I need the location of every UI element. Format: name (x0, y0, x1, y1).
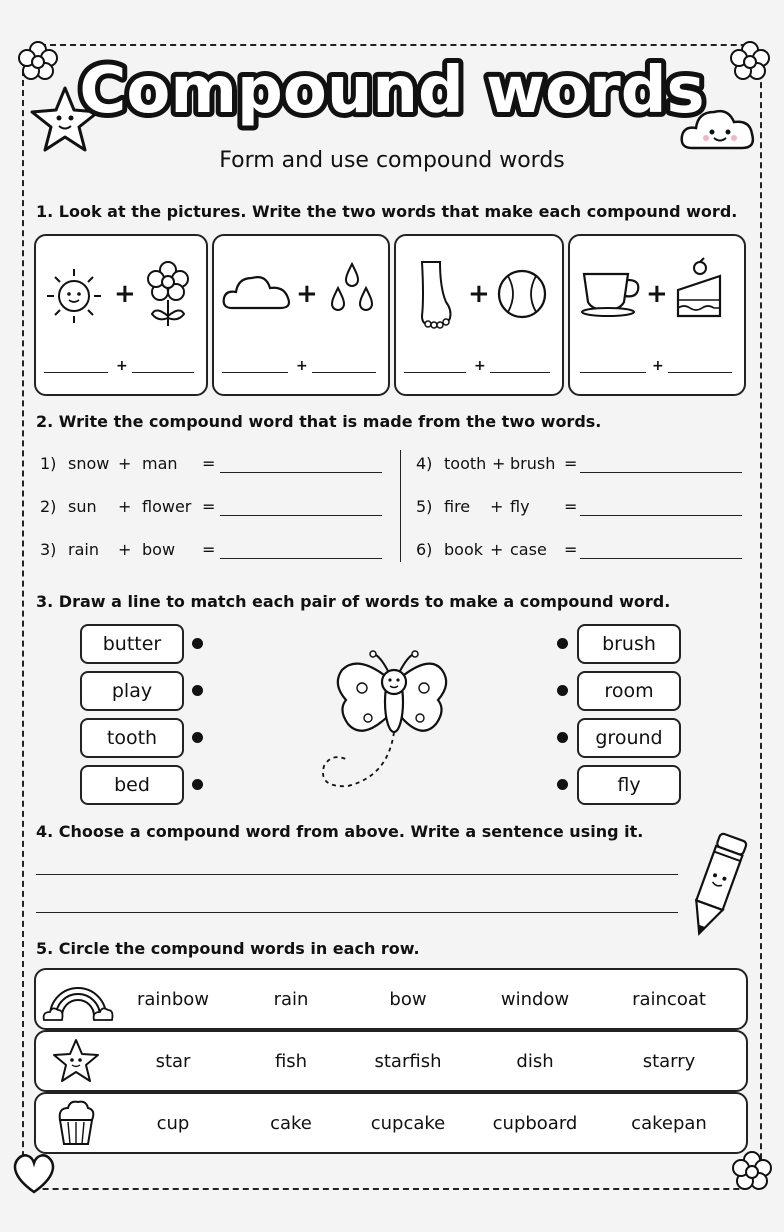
plus-sign: + (492, 454, 506, 473)
circle-word-option[interactable]: rain (273, 988, 309, 1010)
question-1-prompt: 1. Look at the pictures. Write the two words that make each compound word. (36, 202, 738, 221)
q1-blank[interactable] (580, 372, 646, 373)
circle-word-option[interactable]: cupcake (370, 1112, 446, 1134)
q1-blank[interactable] (132, 372, 194, 373)
match-dot[interactable] (192, 685, 203, 696)
q1-blank[interactable] (44, 372, 108, 373)
circle-word-option[interactable]: window (500, 988, 570, 1010)
ball-icon (496, 268, 548, 320)
q2-answer-blank[interactable] (580, 472, 742, 473)
q1-plus: + (646, 279, 668, 309)
word-a: book (444, 540, 483, 559)
item-number: 4) (416, 454, 433, 473)
q1-plus: + (114, 279, 136, 309)
plus-sign: + (118, 497, 132, 516)
q1-plus-small: + (116, 358, 128, 374)
word-b: flower (142, 497, 192, 516)
q5-row (34, 1030, 748, 1092)
q5-row (34, 968, 748, 1030)
match-dot[interactable] (192, 638, 203, 649)
cup-icon (580, 266, 648, 318)
match-left-word[interactable]: butter (80, 624, 184, 664)
circle-word-option[interactable]: rainbow (137, 988, 209, 1010)
item-number: 6) (416, 540, 433, 559)
item-number: 2) (40, 497, 57, 516)
match-dot[interactable] (557, 638, 568, 649)
cake-icon (672, 258, 728, 322)
circle-word-option[interactable]: dish (516, 1050, 554, 1072)
equals-sign: = (564, 497, 578, 516)
match-dot[interactable] (557, 779, 568, 790)
pencil-icon (680, 830, 750, 944)
equals-sign: = (564, 454, 578, 473)
q1-plus-small: + (652, 358, 664, 374)
equals-sign: = (564, 540, 578, 559)
q2-divider (400, 450, 401, 562)
flower-icon (142, 260, 194, 328)
match-right-word[interactable]: fly (577, 765, 681, 805)
plus-sign: + (118, 454, 132, 473)
word-b: brush (510, 454, 556, 473)
q2-answer-blank[interactable] (580, 558, 742, 559)
word-a: sun (68, 497, 97, 516)
q1-plus: + (296, 279, 318, 309)
q2-answer-blank[interactable] (220, 472, 382, 473)
circle-word-option[interactable]: cupboard (492, 1112, 578, 1134)
q1-blank[interactable] (668, 372, 732, 373)
plus-sign: + (490, 540, 504, 559)
foot-icon (414, 258, 458, 328)
star-icon (52, 1038, 100, 1084)
circle-word-option[interactable]: fish (274, 1050, 308, 1072)
match-right-word[interactable]: brush (577, 624, 681, 664)
question-5-prompt: 5. Circle the compound words in each row. (36, 939, 420, 958)
q5-row (34, 1092, 748, 1154)
circle-word-option[interactable]: star (155, 1050, 191, 1072)
q1-blank[interactable] (222, 372, 288, 373)
q1-blank[interactable] (404, 372, 466, 373)
svg-text:Compound words: Compound words (79, 54, 705, 128)
word-b: man (142, 454, 178, 473)
circle-word-option[interactable]: raincoat (632, 988, 706, 1010)
circle-word-option[interactable]: starfish (374, 1050, 442, 1072)
q1-plus-small: + (296, 358, 308, 374)
match-dot[interactable] (557, 685, 568, 696)
cupcake-icon (54, 1098, 98, 1148)
question-2-prompt: 2. Write the compound word that is made from the two words. (36, 412, 602, 431)
match-left-word[interactable]: tooth (80, 718, 184, 758)
item-number: 3) (40, 540, 57, 559)
page-subtitle: Form and use compound words (219, 148, 565, 173)
equals-sign: = (202, 540, 216, 559)
word-b: case (510, 540, 547, 559)
cloud-icon (222, 270, 294, 314)
word-a: snow (68, 454, 110, 473)
match-dot[interactable] (192, 779, 203, 790)
match-left-word[interactable]: play (80, 671, 184, 711)
q1-plus-small: + (474, 358, 486, 374)
question-3-prompt: 3. Draw a line to match each pair of words to make a compound word. (36, 592, 671, 611)
equals-sign: = (202, 454, 216, 473)
item-number: 1) (40, 454, 57, 473)
circle-word-option[interactable]: starry (642, 1050, 696, 1072)
circle-word-option[interactable]: cake (270, 1112, 312, 1134)
word-a: fire (444, 497, 471, 516)
circle-word-option[interactable]: cakepan (631, 1112, 707, 1134)
q2-answer-blank[interactable] (220, 558, 382, 559)
match-right-word[interactable]: room (577, 671, 681, 711)
q1-plus: + (468, 279, 490, 309)
q1-blank[interactable] (312, 372, 376, 373)
page-title (0, 42, 784, 138)
heart-corner-icon (10, 1150, 58, 1196)
sentence-writing-line[interactable] (36, 912, 678, 913)
butterfly-icon (318, 648, 454, 792)
question-4-prompt: 4. Choose a compound word from above. Write a sentence using it. (36, 822, 644, 841)
flower-corner-icon (728, 1148, 776, 1196)
circle-word-option[interactable]: cup (156, 1112, 190, 1134)
word-a: rain (68, 540, 99, 559)
q2-answer-blank[interactable] (580, 515, 742, 516)
q1-blank[interactable] (490, 372, 550, 373)
word-a: tooth (444, 454, 487, 473)
q2-answer-blank[interactable] (220, 515, 382, 516)
match-right-word[interactable]: ground (577, 718, 681, 758)
item-number: 5) (416, 497, 433, 516)
match-dot[interactable] (192, 732, 203, 743)
plus-sign: + (490, 497, 504, 516)
equals-sign: = (202, 497, 216, 516)
match-left-word[interactable]: bed (80, 765, 184, 805)
circle-word-option[interactable]: bow (389, 988, 427, 1010)
raindrop-icon (326, 262, 378, 318)
sun-icon (44, 266, 104, 326)
word-b: fly (510, 497, 530, 516)
sentence-writing-line[interactable] (36, 874, 678, 875)
plus-sign: + (118, 540, 132, 559)
word-b: bow (142, 540, 176, 559)
match-dot[interactable] (557, 732, 568, 743)
rainbow-icon (42, 978, 114, 1022)
